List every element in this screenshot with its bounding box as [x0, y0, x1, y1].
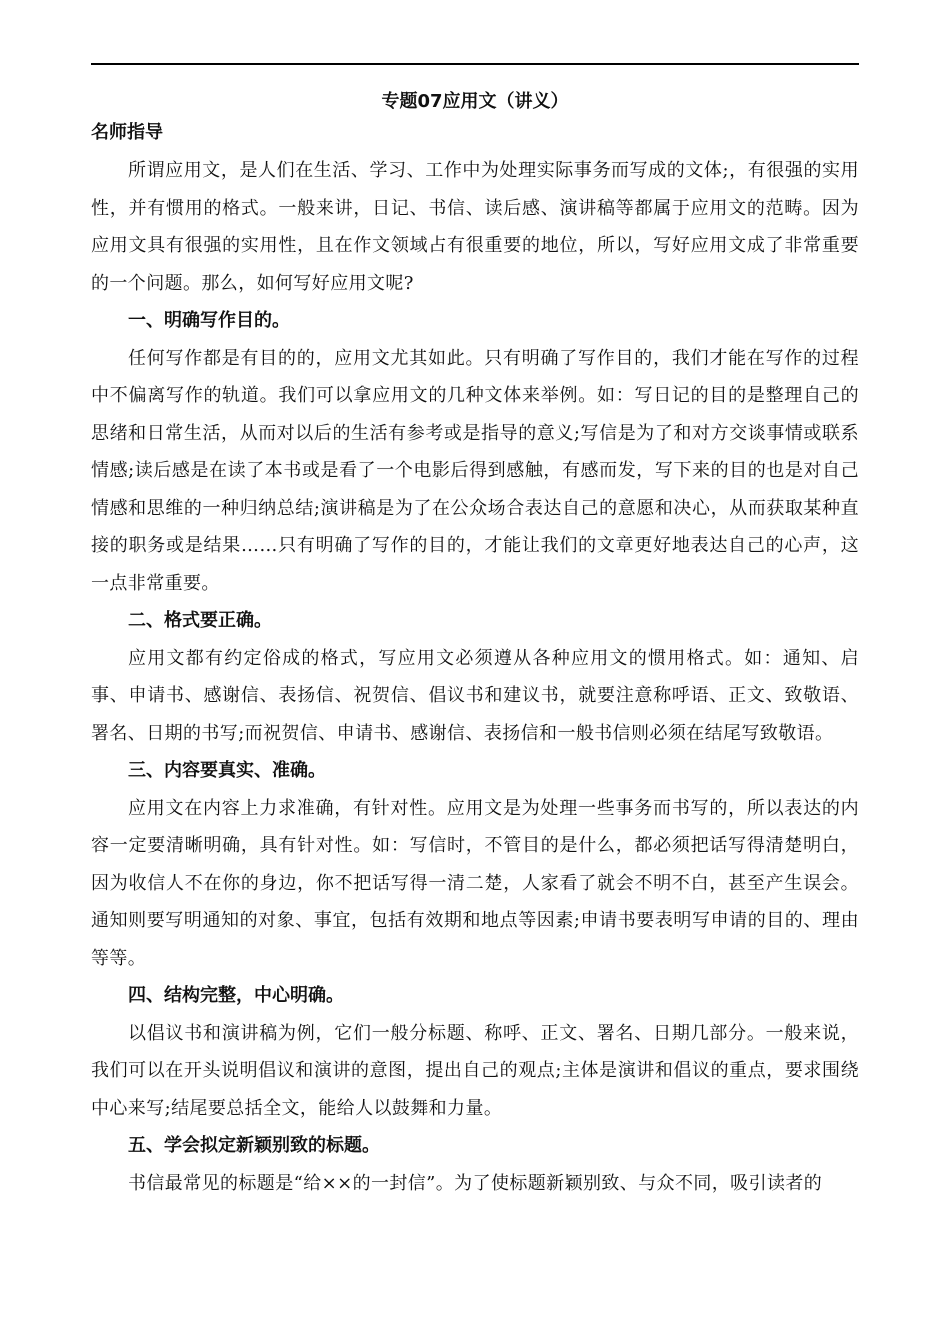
section-label: 名师指导 — [91, 122, 163, 143]
paragraph-structure: 以倡议书和演讲稿为例，它们一般分标题、称呼、正文、署名、日期几部分。一般来说，我们可以在开头说明倡议和演讲的意图，提出自己的观点;主体是演讲和倡议的重点，要求围绕中心来写;结尾要总括全文，能给人以鼓舞和力量。 — [91, 1022, 859, 1119]
document-title: 专题07应用文（讲义） — [381, 91, 569, 112]
document-body — [91, 90, 859, 1202]
heading-title-writing: 五、学会拟定新颖别致的标题。 — [128, 1135, 380, 1156]
paragraph-content: 应用文在内容上力求准确，有针对性。应用文是为处理一些事务而书写的，所以表达的内容一定要清晰明确，具有针对性。如：写信时，不管目的是什么，都必须把话写得清楚明白，因为收信人不在你的身边，你不把话写得一清二楚，人家看了就会不明不白，甚至产生误会。通知则要写明通知的对象、事宜，包括有效期和地点等因素;申请书要表明写申请的目的、理由等等。 — [91, 797, 859, 969]
heading-format: 二、格式要正确。 — [128, 610, 272, 631]
paragraph-format: 应用文都有约定俗成的格式，写应用文必须遵从各种应用文的惯用格式。如：通知、启事、申请书、感谢信、表扬信、祝贺信、倡议书和建议书，就要注意称呼语、正文、致敬语、署名、日期的书写;而祝贺信、申请书、感谢信、表扬信和一般书信则必须在结尾写致敬语。 — [91, 647, 859, 744]
intro-paragraph: 所谓应用文，是人们在生活、学习、工作中为处理实际事务而写成的文体;，有很强的实用性，并有惯用的格式。一般来讲，日记、书信、读后感、演讲稿等都属于应用文的范畴。因为应用文具有很强的实用性，且在作文领域占有很重要的地位，所以，写好应用文成了非常重要的一个问题。那么，如何写好应用文呢? — [91, 160, 859, 294]
header-rule — [91, 63, 859, 65]
heading-structure: 四、结构完整，中心明确。 — [128, 985, 344, 1006]
paragraph-purpose: 任何写作都是有目的的，应用文尤其如此。只有明确了写作目的，我们才能在写作的过程中不偏离写作的轨道。我们可以拿应用文的几种文体来举例。如：写日记的目的是整理自己的思绪和日常生活，从而对以后的生活有参考或是指导的意义;写信是为了和对方交谈事情或联系情感;读后感是在读了本书或是看了一个电影后得到感触，有感而发，写下来的目的也是对自己情感和思维的一种归纳总结;演讲稿是为了在公众场合表达自己的意愿和决心，从而获取某种直接的职务或是结果……只有明确了写作的目的，才能让我们的文章更好地表达自己的心声，这一点非常重要。 — [91, 347, 859, 594]
heading-content: 三、内容要真实、准确。 — [128, 760, 326, 781]
heading-purpose: 一、明确写作目的。 — [128, 310, 290, 331]
paragraph-title-writing: 书信最常见的标题是“给××的一封信”。为了使标题新颖别致、与众不同，吸引读者的 — [128, 1172, 823, 1194]
